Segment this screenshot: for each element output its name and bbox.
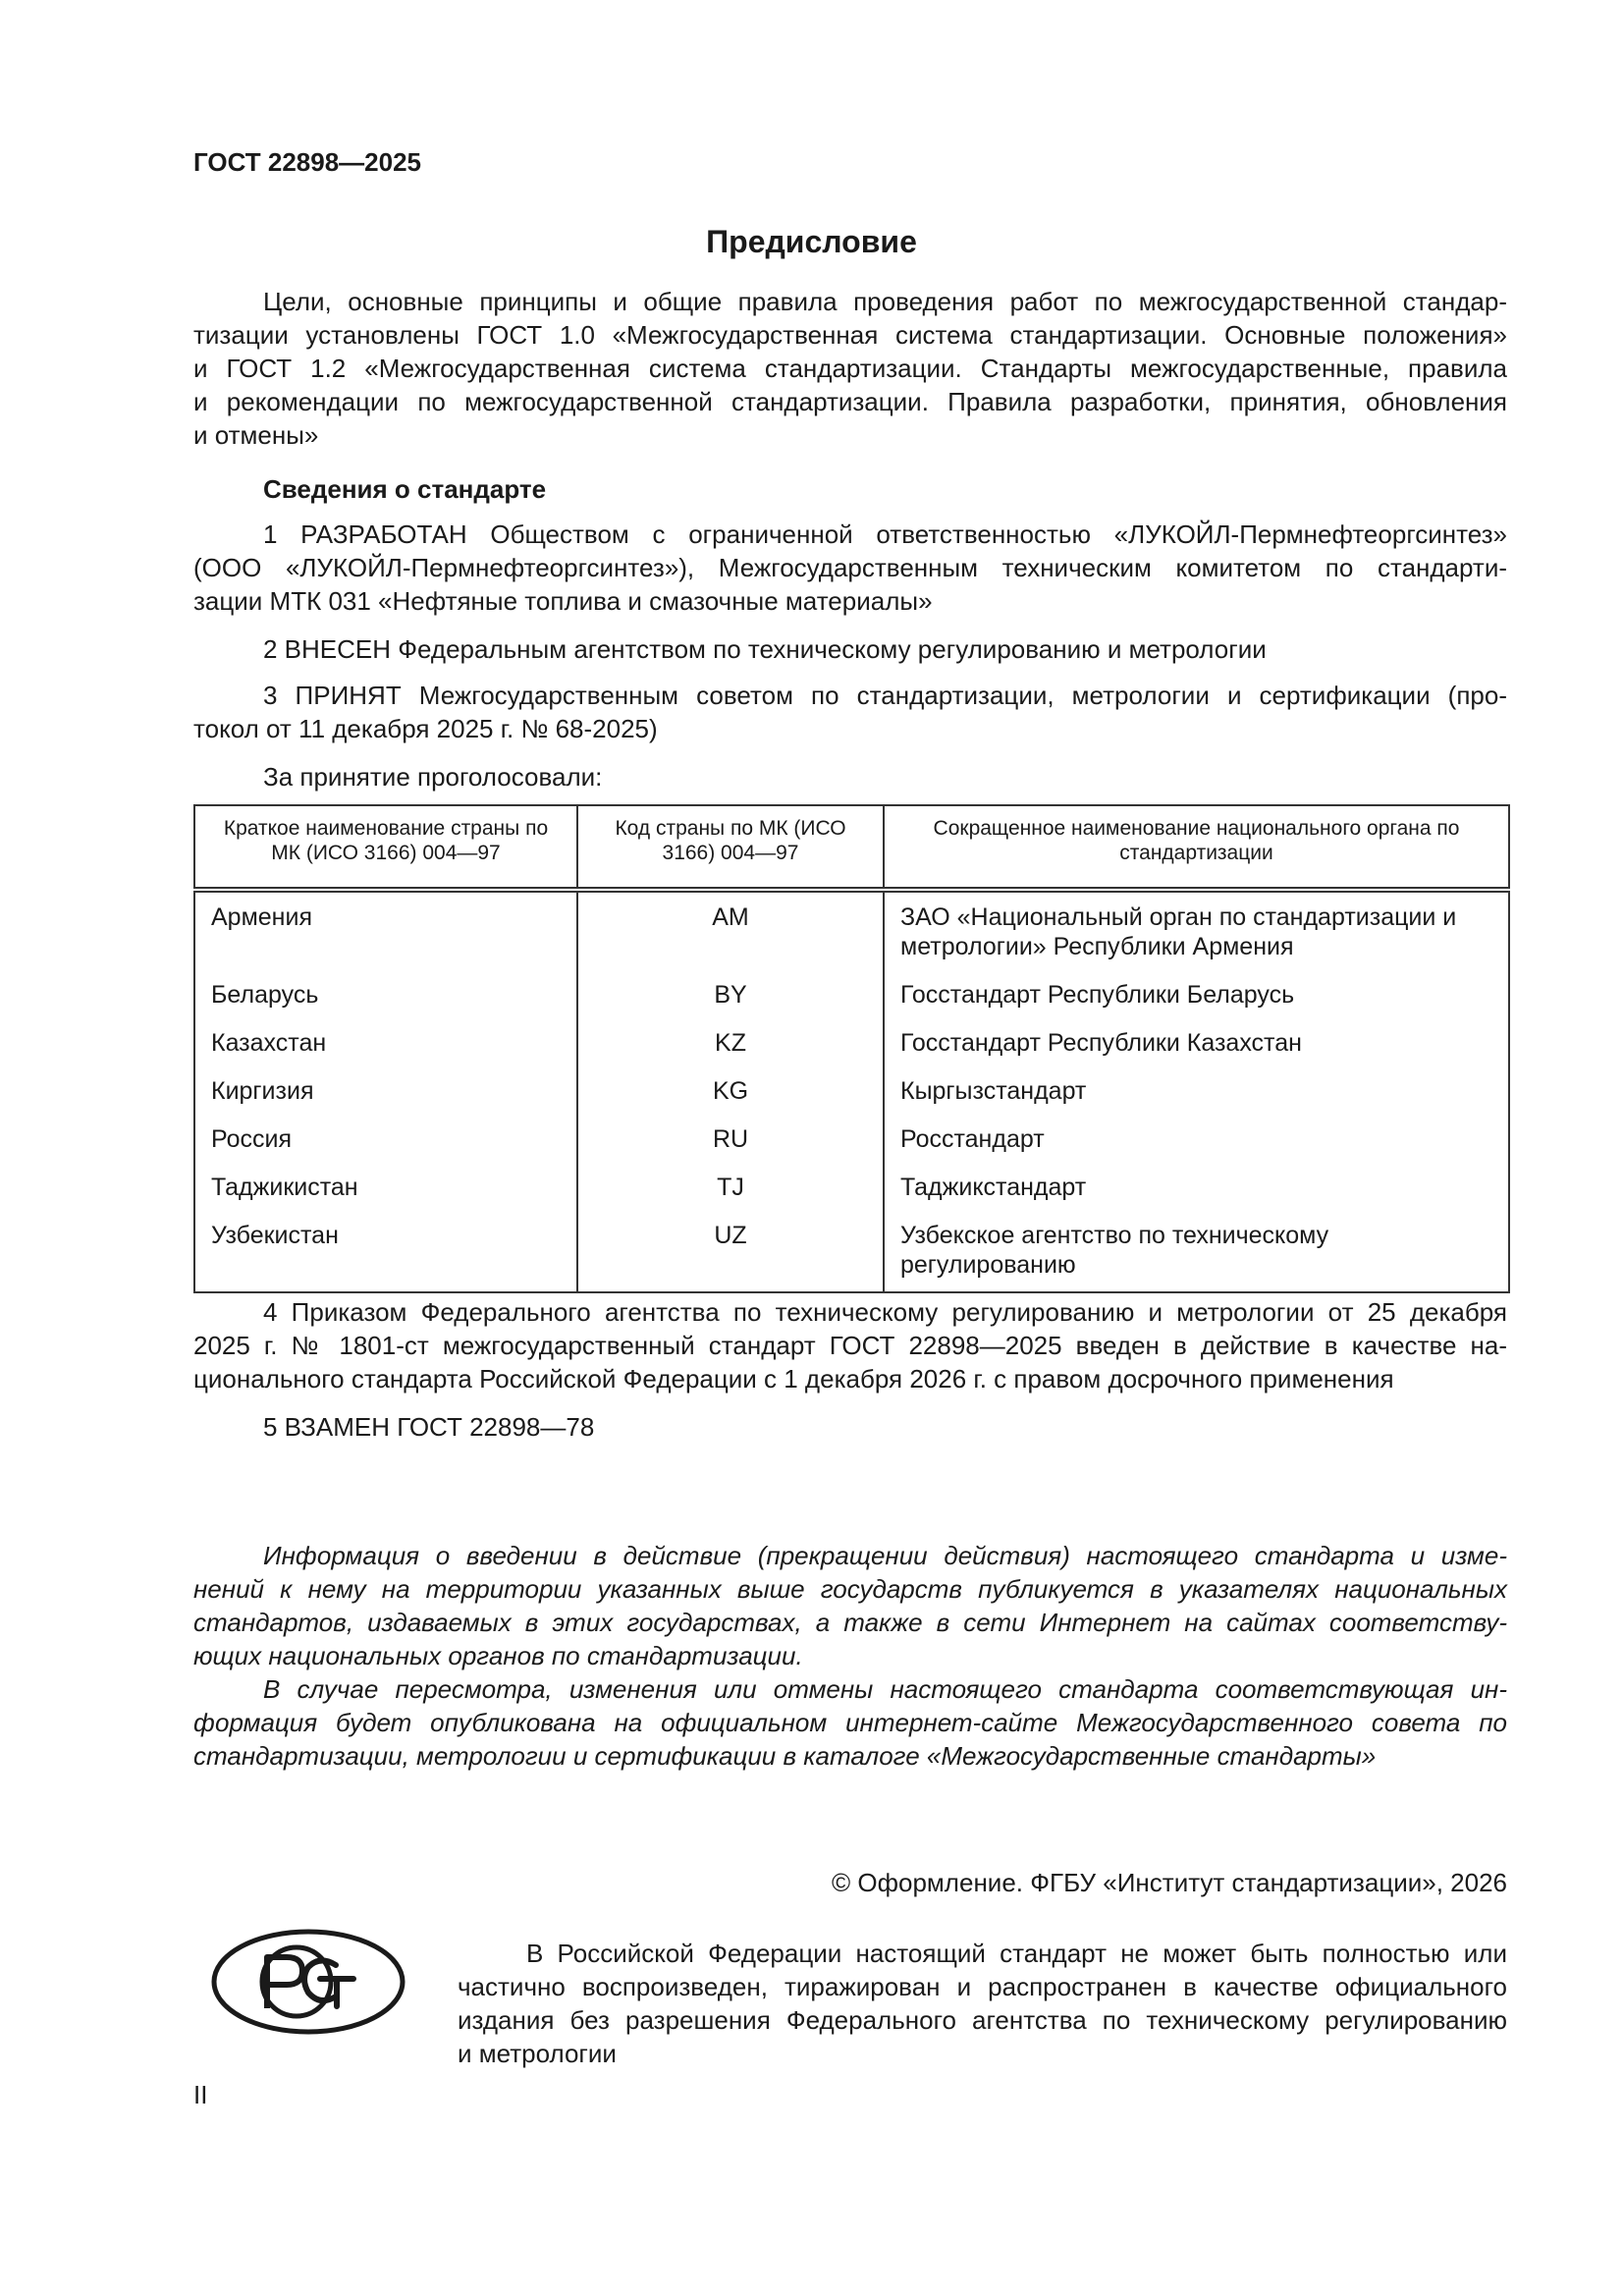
table-row — [194, 1154, 1509, 1202]
item-4-paragraph — [193, 1295, 1507, 1395]
code-cell: KZ — [577, 1010, 884, 1058]
rights-notice — [458, 1937, 1507, 2070]
body-cell: Таджикстандарт — [884, 1154, 1509, 1202]
country-cell: Россия — [194, 1106, 577, 1154]
table-row — [194, 961, 1509, 1010]
notice-line: стандартов, издаваемых в этих государствах, а также в сети Интернет на сайтах соответству- — [193, 1608, 1507, 1637]
body-cell: Кыргызстандарт — [884, 1058, 1509, 1106]
page-number: II — [193, 2080, 208, 2109]
country-cell: Киргизия — [194, 1058, 577, 1106]
code-cell: AM — [577, 890, 884, 961]
country-cell: Казахстан — [194, 1010, 577, 1058]
item-1-line: (ООО «ЛУКОЙЛ-Пермнефтеоргсинтез»), Межгосударственным техническим комитетом по стандарти- — [193, 553, 1507, 582]
rights-line: и метрологии — [458, 2039, 617, 2068]
item-4-line: 4 Приказом Федерального агентства по техническому регулированию и метрологии от 25 декабря — [263, 1297, 1507, 1327]
table-row — [194, 1058, 1509, 1106]
rst-logo-icon — [210, 1928, 406, 2036]
notice-revision — [193, 1672, 1507, 1773]
body-cell: Госстандарт Республики Беларусь — [884, 961, 1509, 1010]
notice-line: В случае пересмотра, изменения или отмены настоящего стандарта соответствующая ин- — [263, 1674, 1507, 1704]
intro-line: и рекомендации по межгосударственной стандартизации. Правила разработки, принятия, обновления — [193, 387, 1507, 416]
body-cell: Узбекское агентство по техническому регулированию — [884, 1202, 1509, 1292]
table-row — [194, 1010, 1509, 1058]
rights-line: частично воспроизведен, тиражирован и распространен в качестве официального — [458, 1972, 1507, 2001]
item-2: 2 ВНЕСЕН Федеральным агентством по техническому регулированию и метрологии — [263, 634, 1267, 664]
rights-line: В Российской Федерации настоящий стандарт не может быть полностью или — [526, 1939, 1507, 1968]
body-cell: Госстандарт Республики Казахстан — [884, 1010, 1509, 1058]
item-1-line: зации МТК 031 «Нефтяные топлива и смазочные материалы» — [193, 586, 933, 616]
column-header-body: Сокращенное наименование национального органа по стандартизации — [884, 805, 1509, 890]
intro-line: Цели, основные принципы и общие правила проведения работ по межгосударственной стандар- — [263, 287, 1507, 316]
notice-introduction — [193, 1539, 1507, 1672]
intro-line: и отмены» — [193, 420, 319, 450]
notice-line: формация будет опубликована на официальном интернет-сайте Межгосударственного совета по — [193, 1708, 1507, 1737]
item-5: 5 ВЗАМЕН ГОСТ 22898—78 — [263, 1412, 595, 1442]
table-header-row — [194, 805, 1509, 890]
table-row — [194, 1202, 1509, 1292]
voted-label: За принятие проголосовали: — [263, 762, 603, 792]
country-cell: Беларусь — [194, 961, 577, 1010]
item-3-line: 3 ПРИНЯТ Межгосударственным советом по стандартизации, метрологии и сертификации (про- — [263, 681, 1507, 710]
column-header-code: Код страны по МК (ИСО 3166) 004—97 — [577, 805, 884, 890]
body-cell: ЗАО «Национальный орган по стандартизации и метрологии» Республики Армения — [884, 890, 1509, 961]
item-4-line: 2025 г. № 1801-ст межгосударственный стандарт ГОСТ 22898—2025 введен в действие в качестве на- — [193, 1331, 1507, 1360]
code-cell: TJ — [577, 1154, 884, 1202]
rights-line: издания без разрешения Федерального агентства по техническому регулированию — [458, 2005, 1507, 2035]
country-cell: Узбекистан — [194, 1202, 577, 1292]
document-code: ГОСТ 22898—2025 — [193, 147, 421, 177]
column-header-country: Краткое наименование страны по МК (ИСО 3166) 004—97 — [194, 805, 577, 890]
notice-line: Информация о введении в действие (прекращении действия) настоящего стандарта и изме- — [263, 1541, 1507, 1570]
copyright: © Оформление. ФГБУ «Институт стандартизации», 2026 — [832, 1868, 1507, 1897]
code-cell: BY — [577, 961, 884, 1010]
table-row — [194, 1106, 1509, 1154]
item-3-paragraph — [193, 679, 1507, 745]
intro-paragraph — [193, 285, 1507, 452]
info-heading: Сведения о стандарте — [263, 474, 547, 504]
item-3-line: токол от 11 декабря 2025 г. № 68-2025) — [193, 714, 658, 743]
table-row — [194, 890, 1509, 961]
notice-line: стандартизации, метрологии и сертификации в каталоге «Межгосударственные стандарты» — [193, 1741, 1377, 1771]
code-cell: UZ — [577, 1202, 884, 1292]
code-cell: KG — [577, 1058, 884, 1106]
code-cell: RU — [577, 1106, 884, 1154]
notice-line: нений к нему на территории указанных выше государств публикуется в указателях национальных — [193, 1574, 1507, 1604]
intro-line: тизации установлены ГОСТ 1.0 «Межгосударственная система стандартизации. Основные положения» — [193, 320, 1507, 350]
notice-line: ющих национальных органов по стандартизации. — [193, 1641, 803, 1670]
voting-table — [193, 804, 1510, 1293]
country-cell: Таджикистан — [194, 1154, 577, 1202]
item-1-paragraph — [193, 518, 1507, 618]
body-cell: Росстандарт — [884, 1106, 1509, 1154]
item-1-line: 1 РАЗРАБОТАН Обществом с ограниченной ответственностью «ЛУКОЙЛ-Пермнефтеоргсинтез» — [263, 519, 1507, 549]
country-cell: Армения — [194, 890, 577, 961]
page-title: Предисловие — [706, 224, 917, 259]
intro-line: и ГОСТ 1.2 «Межгосударственная система стандартизации. Стандарты межгосударственные, правила — [193, 354, 1507, 383]
item-4-line: ционального стандарта Российской Федерации с 1 декабря 2026 г. с правом досрочного применения — [193, 1364, 1394, 1394]
